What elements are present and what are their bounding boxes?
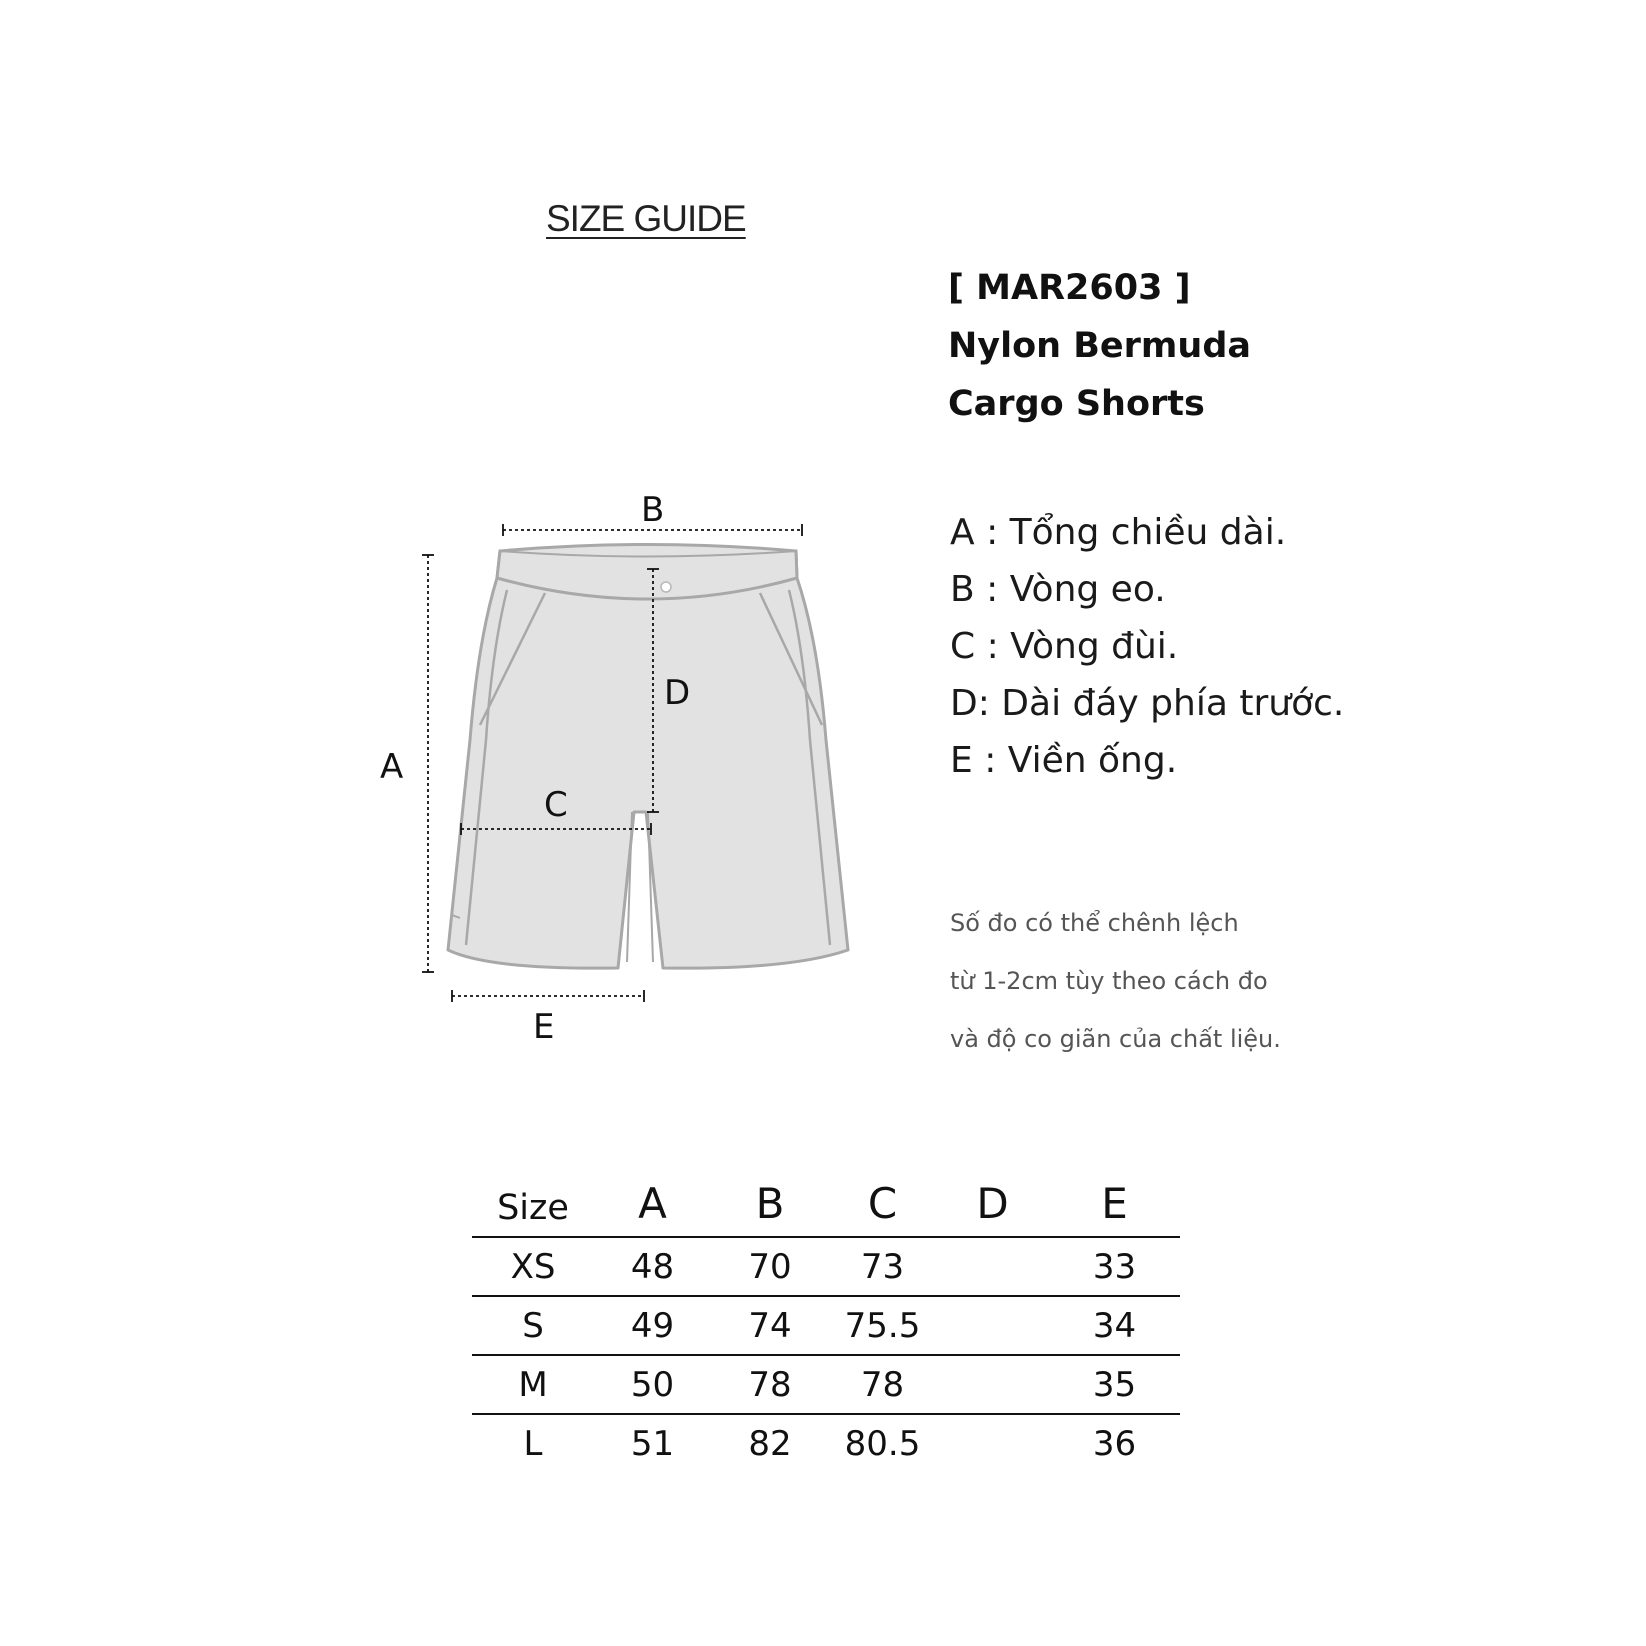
product-name-line-1: Nylon Bermuda [948, 326, 1251, 366]
page-title: SIZE GUIDE [546, 198, 746, 239]
cell-d [936, 1355, 1049, 1414]
cell-b: 74 [711, 1296, 829, 1355]
table-row [472, 1237, 1180, 1296]
legend-item-a: A : Tổng chiều dài. [950, 512, 1287, 553]
product-code: [ MAR2603 ] [948, 268, 1191, 308]
cell-a: 49 [594, 1296, 711, 1355]
cell-size: L [472, 1414, 594, 1472]
table-row [472, 1414, 1180, 1472]
table-row [472, 1355, 1180, 1414]
legend-item-d: D: Dài đáy phía trước. [950, 683, 1345, 724]
shorts-illustration [448, 545, 848, 969]
cell-c: 78 [829, 1355, 936, 1414]
table-row [472, 1296, 1180, 1355]
cell-size: S [472, 1296, 594, 1355]
cell-c: 80.5 [829, 1414, 936, 1472]
cell-a: 51 [594, 1414, 711, 1472]
cell-b: 82 [711, 1414, 829, 1472]
cell-e: 36 [1049, 1414, 1180, 1472]
cell-e: 34 [1049, 1296, 1180, 1355]
cell-size: M [472, 1355, 594, 1414]
measurement-note-line-3: và độ co giãn của chất liệu. [950, 1025, 1281, 1053]
measurement-note-line-1: Số đo có thể chênh lệch [950, 909, 1239, 937]
legend-item-b: B : Vòng eo. [950, 569, 1166, 610]
label-b: B [641, 490, 665, 530]
cell-d [936, 1237, 1049, 1296]
measurement-note-line-2: từ 1-2cm tùy theo cách đo [950, 967, 1268, 995]
cell-a: 48 [594, 1237, 711, 1296]
label-d: D [664, 673, 691, 713]
cell-e: 33 [1049, 1237, 1180, 1296]
column-header-size: Size [472, 1150, 594, 1237]
cell-b: 70 [711, 1237, 829, 1296]
legend-item-e: E : Viền ống. [950, 740, 1178, 781]
cell-c: 75.5 [829, 1296, 936, 1355]
cell-size: XS [472, 1237, 594, 1296]
column-header-a: A [594, 1150, 711, 1237]
cell-d [936, 1414, 1049, 1472]
label-a: A [380, 747, 404, 787]
dimension-line-e [452, 990, 644, 1002]
size-table [472, 1150, 1180, 1472]
column-header-b: B [711, 1150, 829, 1237]
label-e: E [533, 1007, 555, 1047]
legend-item-c: C : Vòng đùi. [950, 626, 1179, 667]
shorts-diagram [350, 470, 870, 1050]
column-header-d: D [936, 1150, 1049, 1237]
table-header-row [472, 1150, 1180, 1237]
dimension-line-a [422, 555, 434, 972]
product-name-line-2: Cargo Shorts [948, 384, 1205, 424]
cell-b: 78 [711, 1355, 829, 1414]
cell-e: 35 [1049, 1355, 1180, 1414]
cell-c: 73 [829, 1237, 936, 1296]
column-header-c: C [829, 1150, 936, 1237]
cell-a: 50 [594, 1355, 711, 1414]
cell-d [936, 1296, 1049, 1355]
label-c: C [544, 785, 568, 825]
column-header-e: E [1049, 1150, 1180, 1237]
